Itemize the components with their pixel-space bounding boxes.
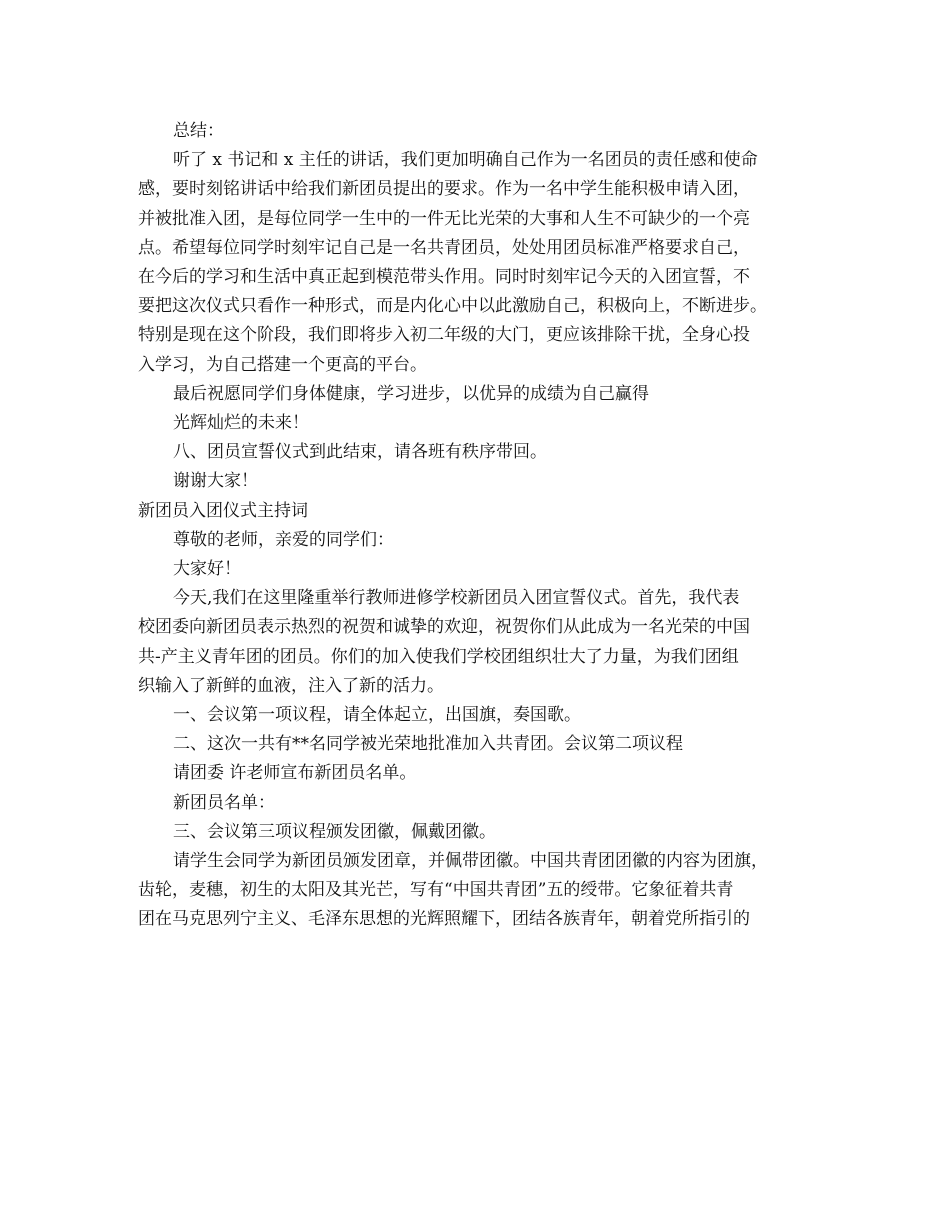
text-line: 三、会议第三项议程颁发团徽，佩戴团徽。 bbox=[173, 821, 496, 842]
text-line: 新团员入团仪式主持词 bbox=[138, 500, 308, 521]
text-line: 齿轮，麦穗，初生的太阳及其光芒，写有“中国共青团”五的绶带。它象征着共青 bbox=[138, 880, 734, 901]
text-line: 要把这次仪式只看作一种形式，而是内化心中以此激励自己，积极向上，不断进步。 bbox=[138, 296, 767, 317]
text-line: 大家好！ bbox=[173, 559, 241, 580]
text-line: 共-产主义青年团的团员。你们的加入使我们学校团组织壮大了力量，为我们团组 bbox=[138, 646, 739, 667]
text-line: 入学习，为自己搭建一个更高的平台。 bbox=[138, 354, 427, 375]
text-line: 二、这次一共有**名同学被光荣地批准加入共青团。会议第二项议程 bbox=[173, 734, 683, 755]
text-line: 并被批准入团，是每位同学一生中的一件无比光荣的大事和人生不可缺少的一个亮 bbox=[138, 208, 750, 229]
text-line: 请团委 许老师宣布新团员名单。 bbox=[173, 763, 417, 784]
text-line: 新团员名单： bbox=[173, 792, 275, 813]
text-line: 感，要时刻铭讲话中给我们新团员提出的要求。作为一名中学生能积极申请入团， bbox=[138, 179, 750, 200]
text-line: 织输入了新鲜的血液，注入了新的活力。 bbox=[138, 675, 444, 696]
text-line: 今天,我们在这里隆重举行教师进修学校新团员入团宣誓仪式。首先，我代表 bbox=[173, 588, 740, 609]
text-line: 在今后的学习和生活中真正起到模范带头作用。同时时刻牢记今天的入团宣誓，不 bbox=[138, 267, 750, 288]
text-line: 谢谢大家！ bbox=[173, 471, 258, 492]
text-line: 团在马克思列宁主义、毛泽东思想的光辉照耀下，团结各族青年，朝着党所指引的 bbox=[138, 909, 750, 930]
document-body bbox=[138, 117, 818, 935]
text-line: 尊敬的老师，亲爱的同学们： bbox=[173, 529, 394, 550]
text-line: 最后祝愿同学们身体健康，学习进步，以优异的成绩为自己赢得 bbox=[173, 383, 649, 404]
text-line: 点。希望每位同学时刻牢记自己是一名共青团员，处处用团员标准严格要求自己， bbox=[138, 237, 750, 258]
text-line: 请学生会同学为新团员颁发团章，并佩带团徽。中国共青团团徽的内容为团旗， bbox=[173, 851, 768, 872]
text-line: 八、团员宣誓仪式到此结束，请各班有秩序带回。 bbox=[173, 442, 547, 463]
text-line: 校团委向新团员表示热烈的祝贺和诚挚的欢迎，祝贺你们从此成为一名光荣的中国 bbox=[138, 617, 750, 638]
text-line: 听了 x 书记和 x 主任的讲话，我们更加明确自己作为一名团员的责任感和使命 bbox=[173, 150, 758, 171]
text-line: 一、会议第一项议程，请全体起立，出国旗，奏国歌。 bbox=[173, 705, 581, 726]
text-line: 光辉灿烂的未来！ bbox=[173, 413, 309, 434]
text-line: 特别是现在这个阶段，我们即将步入初二年级的大门，更应该排除干扰，全身心投 bbox=[138, 325, 750, 346]
text-line: 总结： bbox=[173, 121, 224, 141]
